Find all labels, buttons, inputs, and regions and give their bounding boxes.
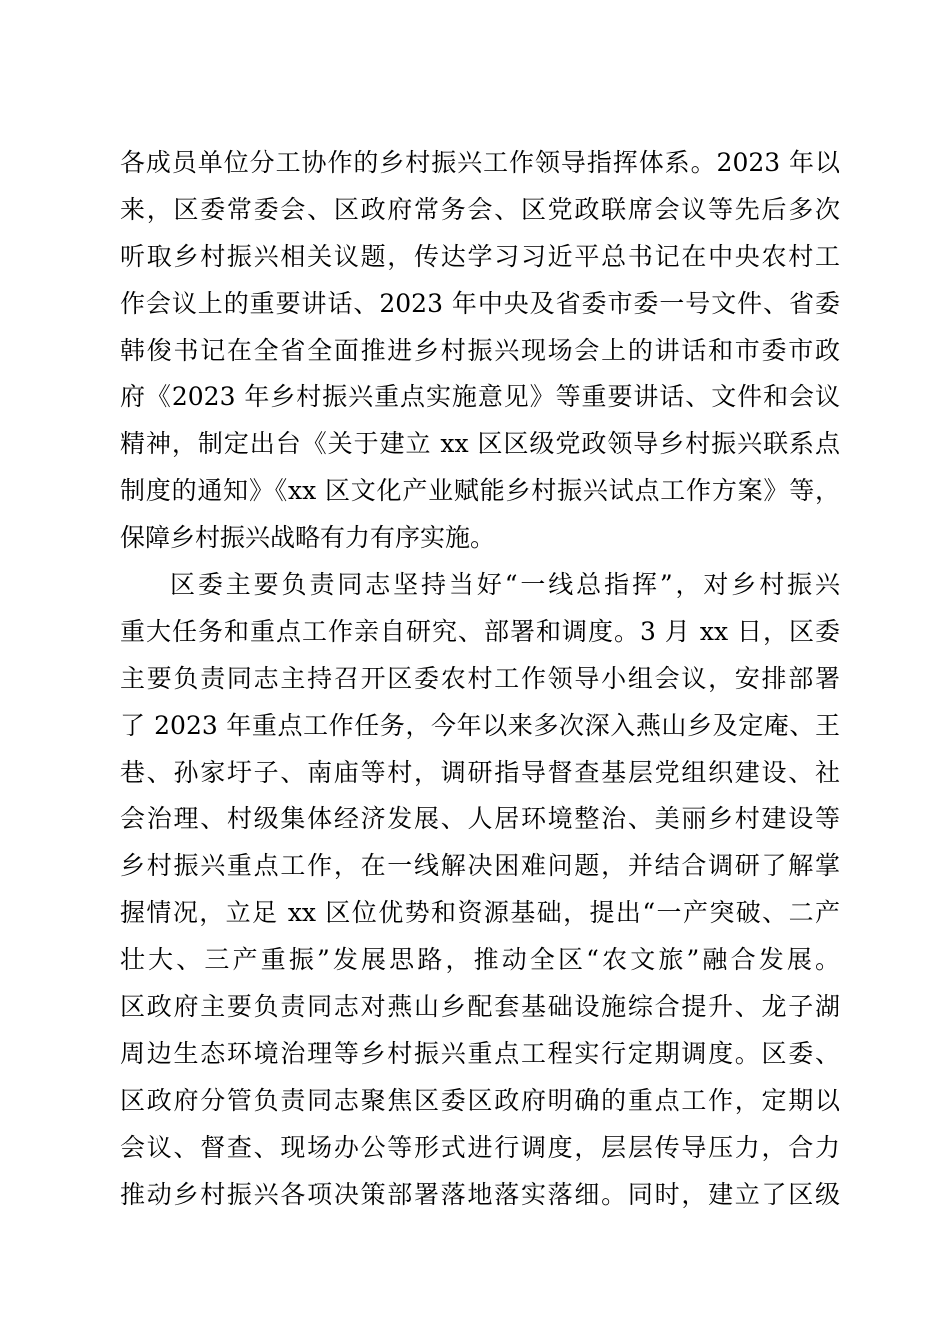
text-line: 区政府分管负责同志聚焦区委区政府明确的重点工作，定期以 — [120, 1085, 840, 1115]
text-line: 韩俊书记在全省全面推进乡村振兴现场会上的讲话和市委市政 — [120, 335, 840, 365]
text-line: 保障乡村振兴战略有力有序实施。 — [120, 523, 496, 553]
text-line: 周边生态环境治理等乡村振兴重点工程实行定期调度。区委、 — [120, 1038, 840, 1068]
text-line: 主要负责同志主持召开区委农村工作领导小组会议，安排部署 — [120, 663, 840, 693]
text-line: 区政府主要负责同志对燕山乡配套基础设施综合提升、龙子湖 — [120, 992, 840, 1022]
text-line: 作会议上的重要讲话、2023 年中央及省委市委一号文件、省委 — [120, 288, 840, 318]
text-line: 握情况，立足 xx 区位优势和资源基础，提出“一产突破、二产 — [120, 898, 840, 928]
text-line: 制度的通知》《xx 区文化产业赋能乡村振兴试点工作方案》等， — [120, 476, 840, 506]
text-line: 听取乡村振兴相关议题，传达学习习近平总书记在中央农村工 — [120, 241, 840, 271]
text-line: 推动乡村振兴各项决策部署落地落实落细。同时，建立了区级 — [120, 1179, 840, 1209]
text-line: 会治理、村级集体经济发展、人居环境整治、美丽乡村建设等 — [120, 804, 840, 834]
text-line: 了 2023 年重点工作任务，今年以来多次深入燕山乡及定庵、王 — [120, 710, 840, 740]
text-line: 府《2023 年乡村振兴重点实施意见》等重要讲话、文件和会议 — [120, 382, 840, 412]
text-line: 会议、督查、现场办公等形式进行调度，层层传导压力，合力 — [120, 1132, 840, 1162]
text-line: 区委主要负责同志坚持当好“一线总指挥”，对乡村振兴 — [170, 570, 840, 600]
text-line: 重大任务和重点工作亲自研究、部署和调度。3 月 xx 日，区委 — [120, 616, 840, 646]
text-line: 精神，制定出台《关于建立 xx 区区级党政领导乡村振兴联系点 — [120, 429, 840, 459]
text-line: 来，区委常委会、区政府常务会、区党政联席会议等先后多次 — [120, 194, 840, 224]
body-text — [120, 140, 840, 1218]
text-line: 壮大、三产重振”发展思路，推动全区“农文旅”融合发展。 — [120, 945, 840, 975]
text-line: 乡村振兴重点工作，在一线解决困难问题，并结合调研了解掌 — [120, 851, 840, 881]
text-line: 巷、孙家圩子、南庙等村，调研指导督查基层党组织建设、社 — [120, 757, 840, 787]
text-line: 各成员单位分工协作的乡村振兴工作领导指挥体系。2023 年以 — [120, 148, 840, 177]
